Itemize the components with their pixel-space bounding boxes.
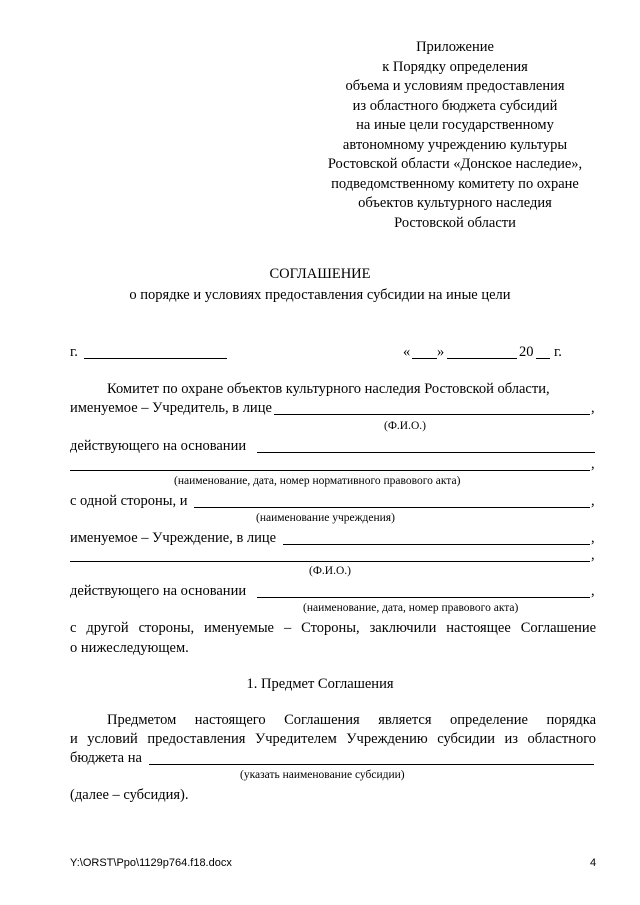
word: именуемые <box>204 620 274 636</box>
one-side-text: с одной стороны, и <box>70 493 188 509</box>
founder-basis-text: действующего на основании <box>70 438 247 454</box>
word: стороны, <box>138 620 195 636</box>
word: порядка <box>546 712 597 728</box>
appendix-line: объектов культурного наследия <box>358 195 552 211</box>
institution-fio-blank-2[interactable] <box>70 561 590 562</box>
file-path: Y:\ORST\Ppo\1129p764.f18.docx <box>70 857 232 869</box>
quote-close: » <box>437 344 445 360</box>
act-label: (наименование, дата, номер нормативного правового акта) <box>174 475 461 487</box>
word: Учреждению <box>346 731 428 747</box>
page-number: 4 <box>590 857 597 869</box>
quote-open: « <box>403 344 411 360</box>
appendix-line: к Порядку определения <box>382 58 528 75</box>
founder-representative-text: именуемое – Учредитель, в лице <box>70 400 272 416</box>
institution-blank[interactable] <box>194 507 590 508</box>
institution-basis-blank[interactable] <box>257 597 590 598</box>
word: является <box>378 712 432 728</box>
word: Учредителем <box>254 731 337 747</box>
word: Предметом <box>107 712 177 728</box>
word: и <box>70 731 78 747</box>
word: – <box>283 620 292 636</box>
word: Соглашение <box>520 620 597 636</box>
appendix-block <box>290 38 620 233</box>
institution-representative-text: именуемое – Учреждение, в лице <box>70 530 277 546</box>
city-prefix: г. <box>70 344 78 360</box>
act-label: (наименование, дата, номер правового акта) <box>303 602 519 614</box>
appendix-line: на иные цели государственному <box>356 117 554 133</box>
word: областного <box>527 731 597 747</box>
founder-basis-blank-2[interactable] <box>70 470 590 471</box>
year-blank[interactable] <box>536 358 550 359</box>
appendix-line: автономному учреждению культуры <box>342 136 568 153</box>
word: субсидии <box>437 731 495 747</box>
word: настоящее <box>446 620 511 636</box>
founder-fio-blank[interactable] <box>274 414 590 415</box>
appendix-line: Ростовской области «Донское наследие», <box>327 156 583 172</box>
fio-label: (Ф.И.О.) <box>384 420 426 432</box>
comma: , <box>591 583 595 599</box>
day-blank[interactable] <box>412 358 437 359</box>
word: с <box>70 620 77 636</box>
comma: , <box>591 493 595 509</box>
institution-fio-blank[interactable] <box>283 544 590 545</box>
comma: , <box>591 530 595 546</box>
parties-line-1: Комитет по охране объектов культурного наследия Ростовской области, <box>107 381 550 397</box>
section-1-line-4: (далее – субсидия). <box>70 787 189 803</box>
comma: , <box>591 400 595 416</box>
section-1-line-2 <box>70 731 596 748</box>
word: Соглашения <box>284 712 360 728</box>
word: определение <box>450 712 528 728</box>
institution-basis-text: действующего на основании <box>70 583 247 599</box>
comma: , <box>591 456 595 472</box>
city-blank[interactable] <box>84 358 227 359</box>
founder-basis-blank[interactable] <box>257 452 595 453</box>
subsidy-budget-text: бюджета на <box>70 750 142 766</box>
section-1-line-1 <box>107 712 596 729</box>
month-blank[interactable] <box>447 358 517 359</box>
word: Стороны, <box>301 620 360 636</box>
appendix-line: объема и условиям предоставления <box>345 78 565 94</box>
subsidy-label: (указать наименование субсидии) <box>240 769 405 781</box>
appendix-line: подведомственному комитету по охране <box>331 175 579 192</box>
parties-line-10: о нижеследующем. <box>70 640 189 656</box>
document-subtitle: о порядке и условиях предоставления субсидии на иные цели <box>129 287 511 303</box>
word: заключили <box>369 620 437 636</box>
document-title: СОГЛАШЕНИЕ <box>269 266 371 282</box>
parties-line-9 <box>70 620 596 637</box>
word: из <box>504 731 518 747</box>
word: другой <box>86 620 129 636</box>
section-1-heading: 1. Предмет Соглашения <box>246 676 394 692</box>
fio-label: (Ф.И.О.) <box>309 565 351 577</box>
appendix-line: Ростовской области <box>394 214 516 231</box>
year-prefix: 20 <box>519 344 534 360</box>
word: условий <box>87 731 138 747</box>
subsidy-name-blank[interactable] <box>149 764 594 765</box>
comma: , <box>591 547 595 563</box>
appendix-line: Приложение <box>416 39 494 55</box>
appendix-line: из областного бюджета субсидий <box>352 97 558 114</box>
year-suffix: г. <box>554 344 562 360</box>
word: предоставления <box>147 731 246 747</box>
institution-label: (наименование учреждения) <box>256 512 395 524</box>
word: настоящего <box>194 712 266 728</box>
